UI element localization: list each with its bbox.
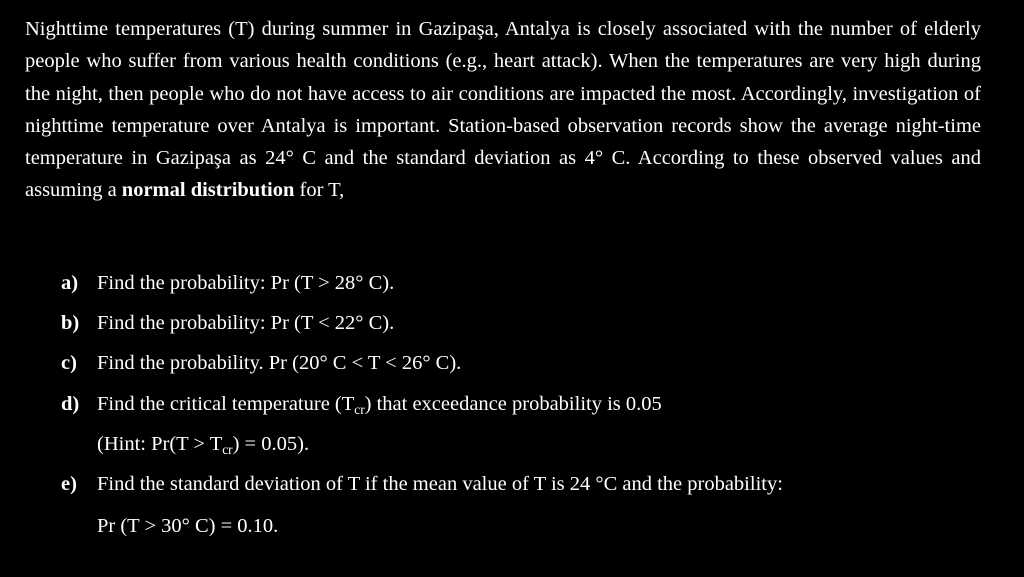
question-c-label: c) — [61, 352, 77, 374]
question-d-text-1: Find the critical temperature (T — [97, 393, 355, 415]
question-a-label: a) — [61, 272, 79, 294]
question-e — [61, 469, 991, 499]
question-d-hint-2: ) = 0.05). — [232, 433, 310, 455]
question-d-hint-1: (Hint: Pr(T > T — [97, 433, 223, 455]
question-c — [61, 348, 991, 378]
problem-intro — [25, 13, 981, 207]
question-e-label: e) — [61, 473, 77, 495]
question-e-text: Find the standard deviation of T if the mean value of T is 24 °C and the probability: — [97, 473, 783, 495]
question-a — [61, 268, 991, 298]
question-b-label: b) — [61, 312, 80, 334]
question-e-cont-text: Pr (T > 30° C) = 0.10. — [97, 515, 279, 537]
question-d-label: d) — [61, 393, 80, 415]
question-a-text: Find the probability: Pr (T > 28° C). — [97, 272, 395, 294]
question-d-text-2: ) that exceedance probability is 0.05 — [364, 393, 662, 415]
intro-bold-term: normal distribution — [121, 179, 295, 202]
question-d — [61, 389, 991, 419]
intro-text-1: Nighttime temperatures (T) during summer in Gazipaşa, Antalya is closely associated with the number of elderly people who suffer from various health conditions (e.g., heart attack). When the temperatures are very high during the night, then people who do not have access to air conditions are impacted the most. Accordingly, investigation of nighttime temperature over Antalya is important. Station-based observation records show the average night-time temperature in Gazipaşa as 24° C and the standard deviation as 4° C. According to these observed values and assuming a — [25, 18, 981, 202]
question-b-text: Find the probability: Pr (T < 22° C). — [97, 312, 395, 334]
question-b — [61, 308, 991, 338]
question-d-hint-subscript: cr — [222, 441, 233, 457]
intro-text-2: for T, — [294, 179, 345, 202]
question-d-subscript: cr — [354, 401, 365, 417]
question-d-hint — [97, 429, 309, 459]
question-c-text: Find the probability. Pr (20° C < T < 26° C). — [97, 352, 462, 374]
question-e-continuation — [97, 511, 278, 541]
